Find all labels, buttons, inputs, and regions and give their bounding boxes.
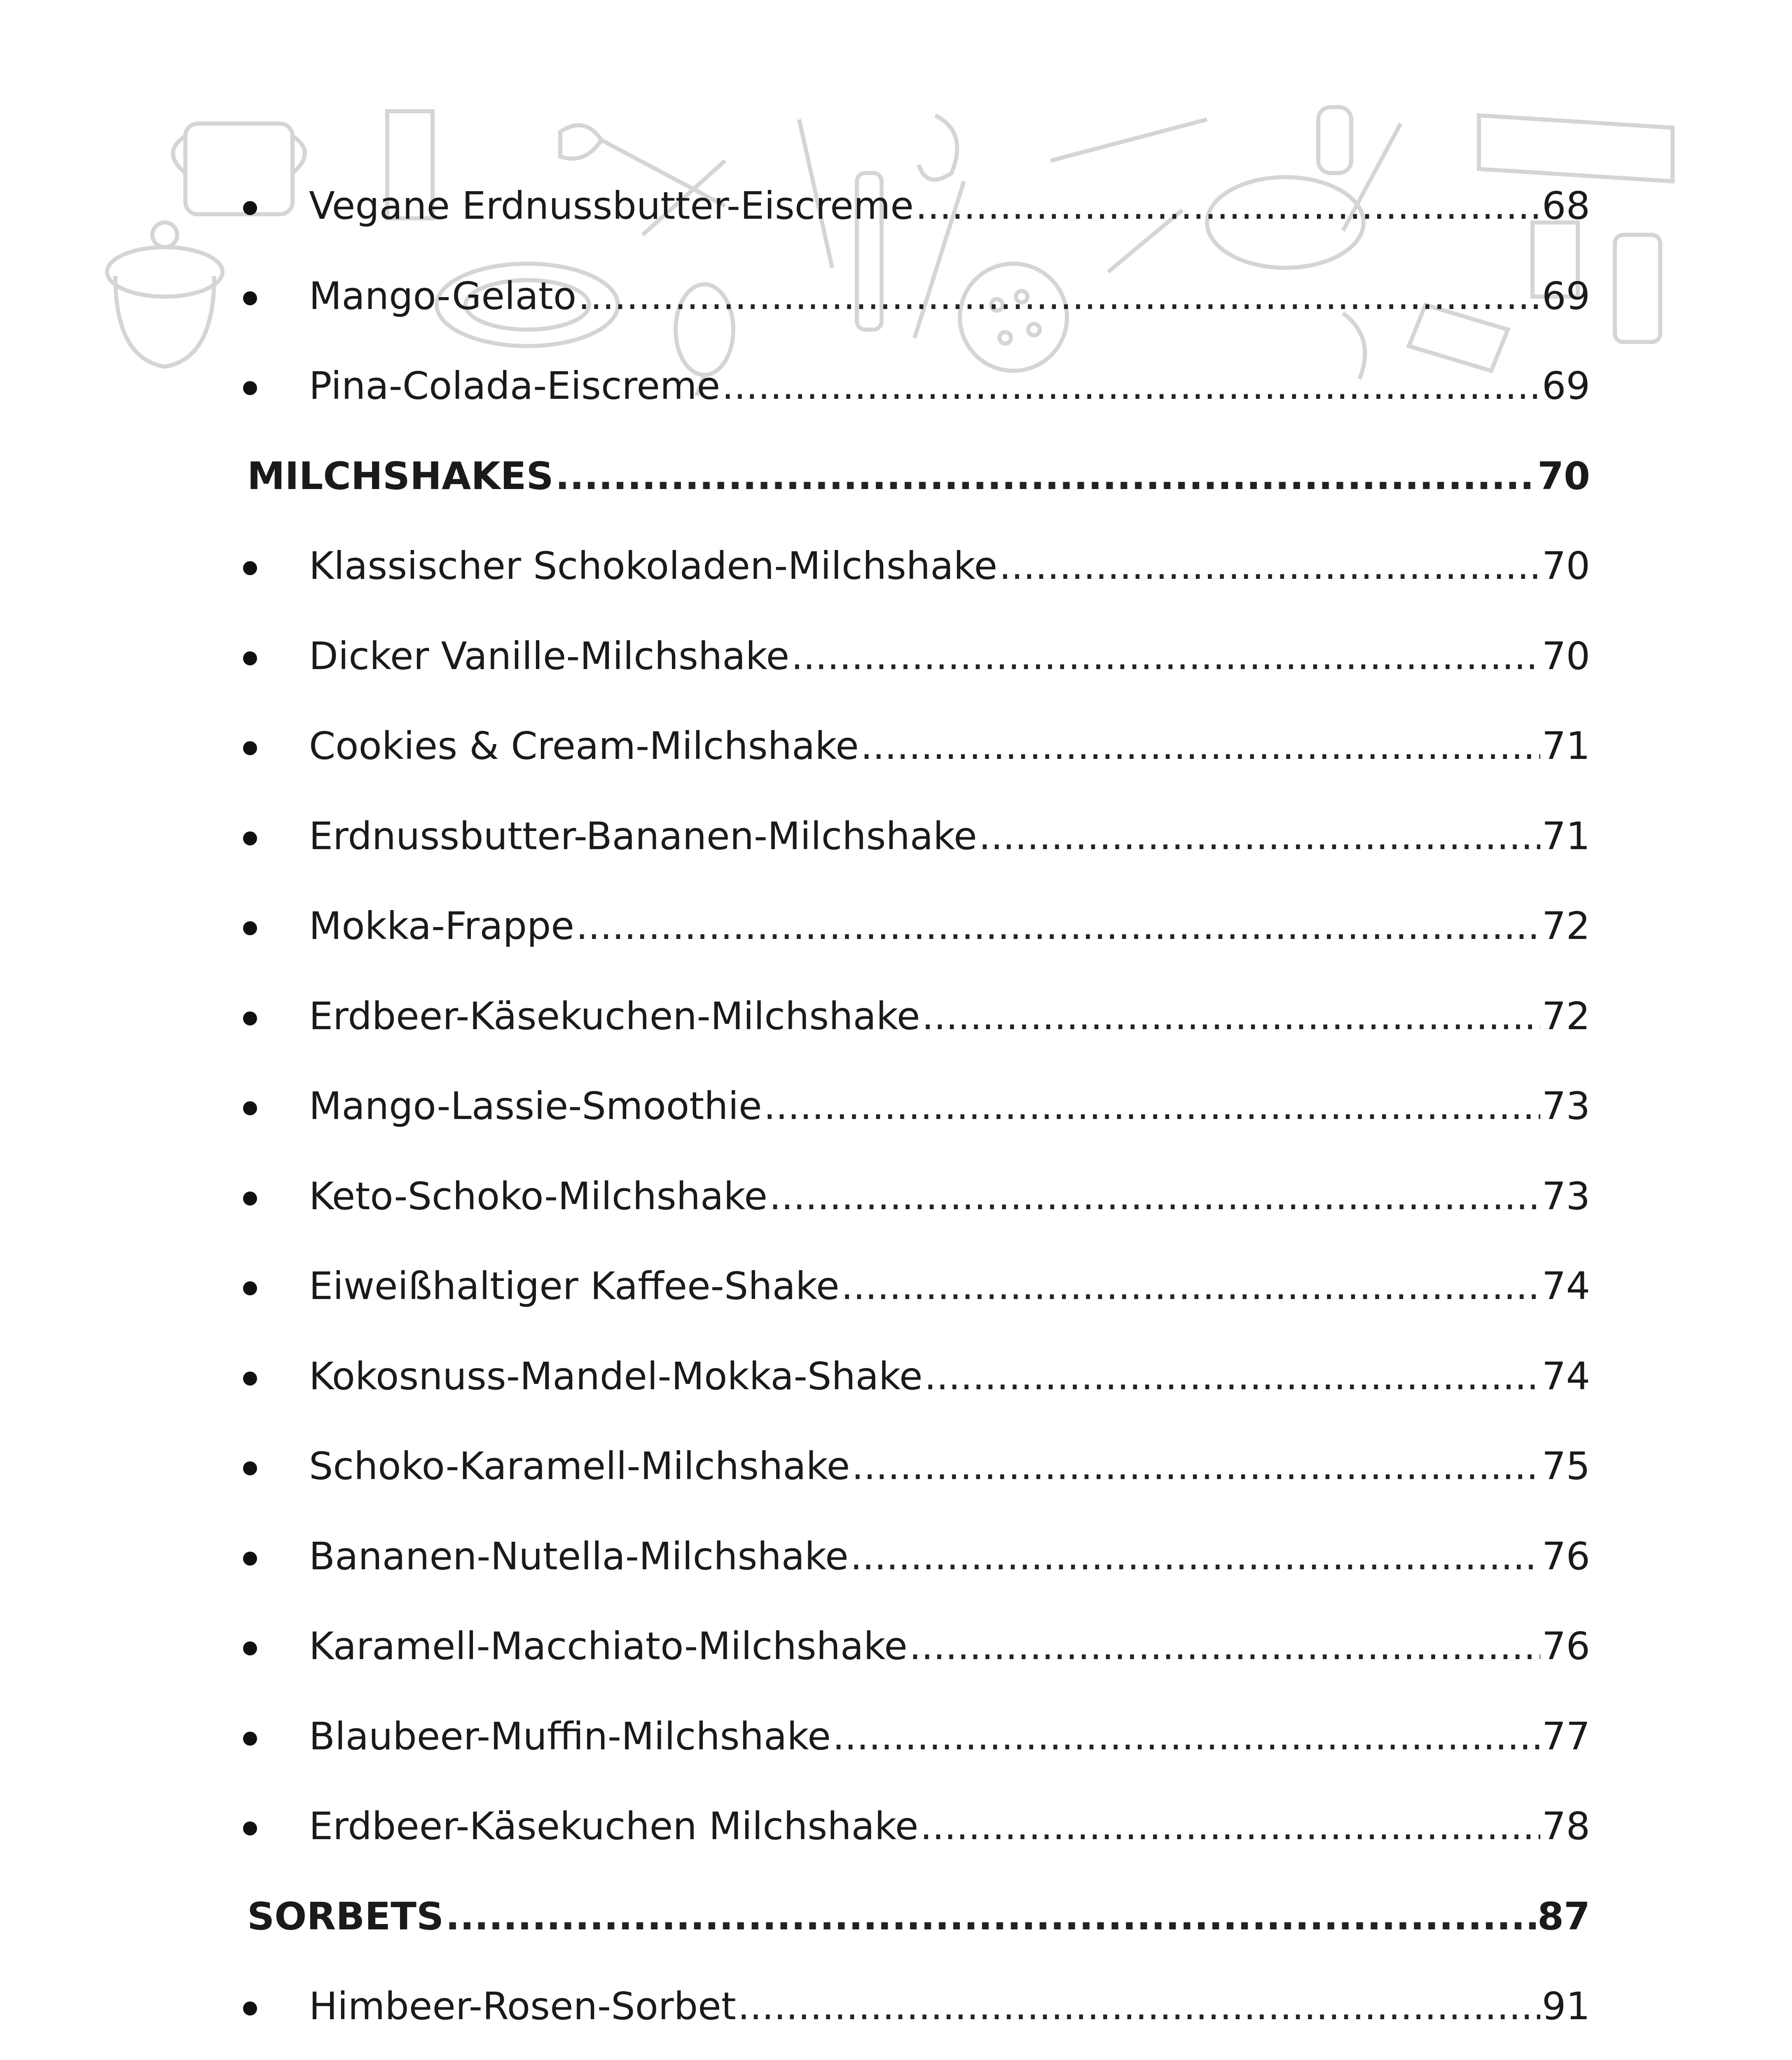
toc-entry-title: Mango-Lassie-Smoothie <box>309 1084 762 1128</box>
bullet-icon <box>243 651 257 665</box>
toc-page-number: 87 <box>1537 1894 1590 1938</box>
toc-entry <box>247 1057 1590 1131</box>
toc-section-heading <box>247 427 1590 501</box>
toc-entry <box>247 607 1590 681</box>
dot-leader <box>791 632 1540 681</box>
dot-leader <box>924 1352 1540 1401</box>
toc-entry-title: Blaubeer-Muffin-Milchshake <box>309 1714 831 1758</box>
toc-entry <box>247 1957 1590 2031</box>
toc-page-number: 71 <box>1542 814 1590 858</box>
toc-entry <box>247 1777 1590 1851</box>
toc-entry-title: Bananen-Nutella-Milchshake <box>309 1534 849 1578</box>
toc-page-number: 74 <box>1542 1354 1590 1398</box>
toc-entry <box>247 1417 1590 1491</box>
toc-entry <box>247 1597 1590 1671</box>
bullet-icon <box>243 921 257 935</box>
dot-leader <box>769 1172 1540 1221</box>
toc-page-number: 70 <box>1537 454 1590 498</box>
toc-page-number: 77 <box>1542 1714 1590 1758</box>
toc-page-number: 73 <box>1542 1084 1590 1128</box>
toc-page-number: 70 <box>1542 634 1590 678</box>
dot-leader <box>833 1712 1540 1761</box>
toc-entry <box>247 787 1590 861</box>
toc-section-heading <box>247 1867 1590 1941</box>
bullet-icon <box>243 561 257 575</box>
dot-leader <box>738 1982 1540 2031</box>
toc-entry-title: Himbeer-Rosen-Sorbet <box>309 1984 736 2028</box>
toc-entry-title: Karamell-Macchiato-Milchshake <box>309 1624 908 1668</box>
dot-leader <box>722 361 1540 411</box>
toc-entry-title: Erdbeer-Käsekuchen Milchshake <box>309 1804 919 1848</box>
dot-leader <box>915 181 1540 231</box>
dot-leader <box>555 452 1536 501</box>
toc-entry-title: Eiweißhaltiger Kaffee-Shake <box>309 1264 840 1308</box>
toc-entry-title: Erdnussbutter-Bananen-Milchshake <box>309 814 977 858</box>
toc-page-number: 69 <box>1542 364 1590 408</box>
toc-entry-title: Vegane Erdnussbutter-Eiscreme <box>309 184 914 228</box>
toc-entry-title: Schoko-Karamell-Milchshake <box>309 1444 850 1488</box>
bullet-icon <box>243 1372 257 1386</box>
toc-entry-title: Mango-Gelato <box>309 274 577 318</box>
dot-leader <box>979 812 1540 861</box>
toc-page-number: 72 <box>1542 904 1590 948</box>
dot-leader <box>578 272 1540 321</box>
bullet-icon <box>243 1192 257 1206</box>
dot-leader <box>922 992 1540 1041</box>
dot-leader <box>850 1532 1540 1581</box>
toc-entry-title: Pina-Colada-Eiscreme <box>309 364 721 408</box>
toc-entry <box>247 877 1590 951</box>
dot-leader <box>852 1442 1540 1491</box>
toc-entry <box>247 1237 1590 1311</box>
bullet-icon <box>243 1101 257 1115</box>
toc-entry <box>247 517 1590 591</box>
toc-entry-title: Cookies & Cream-Milchshake <box>309 724 859 768</box>
bullet-icon <box>243 741 257 755</box>
toc-page-number: 70 <box>1542 544 1590 588</box>
toc-entry-title: Klassischer Schokoladen-Milchshake <box>309 544 998 588</box>
toc-page-number: 75 <box>1542 1444 1590 1488</box>
toc-page-number: 68 <box>1542 184 1590 228</box>
dot-leader <box>909 1622 1540 1671</box>
toc-page-number: 76 <box>1542 1534 1590 1578</box>
toc-entry <box>247 967 1590 1041</box>
bullet-icon <box>243 201 257 215</box>
toc-entry-title: Mokka-Frappe <box>309 904 574 948</box>
toc-entry <box>247 1147 1590 1221</box>
toc-entry <box>247 1687 1590 1761</box>
toc-entry-title: Dicker Vanille-Milchshake <box>309 634 790 678</box>
toc-page-number: 78 <box>1542 1804 1590 1848</box>
bullet-icon <box>243 1281 257 1295</box>
toc-page-number: 72 <box>1542 994 1590 1038</box>
toc-entry <box>247 337 1590 411</box>
toc-entry <box>247 2047 1590 2060</box>
toc-entry <box>247 697 1590 771</box>
toc-entry-title: Erdbeer-Käsekuchen-Milchshake <box>309 994 920 1038</box>
bullet-icon <box>243 1011 257 1025</box>
bullet-icon <box>243 1552 257 1566</box>
dot-leader <box>999 541 1540 591</box>
bullet-icon <box>243 381 257 395</box>
bullet-icon <box>243 2001 257 2016</box>
toc-page-number: 73 <box>1542 1174 1590 1218</box>
toc-entry <box>247 247 1590 321</box>
dot-leader <box>445 1892 1536 1941</box>
toc-entry <box>247 157 1590 231</box>
toc-entry <box>247 1327 1590 1401</box>
toc-entry-title: MILCHSHAKES <box>247 454 554 498</box>
dot-leader <box>861 721 1540 771</box>
bullet-icon <box>243 1732 257 1746</box>
toc-page-number: 91 <box>1542 1984 1590 2028</box>
bullet-icon <box>243 291 257 305</box>
toc-page-number: 71 <box>1542 724 1590 768</box>
bullet-icon <box>243 1461 257 1475</box>
bullet-icon <box>243 1821 257 1835</box>
dot-leader <box>764 1082 1540 1131</box>
dot-leader <box>920 1802 1540 1851</box>
toc-page-number: 76 <box>1542 1624 1590 1668</box>
toc-entry <box>247 1507 1590 1581</box>
dot-leader <box>576 901 1540 951</box>
toc-entry-title: Keto-Schoko-Milchshake <box>309 1174 767 1218</box>
toc-entry-title: Kokosnuss-Mandel-Mokka-Shake <box>309 1354 923 1398</box>
toc-entry-title: SORBETS <box>247 1894 444 1938</box>
dot-leader <box>841 1262 1540 1311</box>
bullet-icon <box>243 1641 257 1655</box>
toc-page-number: 74 <box>1542 1264 1590 1308</box>
toc-page-number: 69 <box>1542 274 1590 318</box>
bullet-icon <box>243 831 257 845</box>
